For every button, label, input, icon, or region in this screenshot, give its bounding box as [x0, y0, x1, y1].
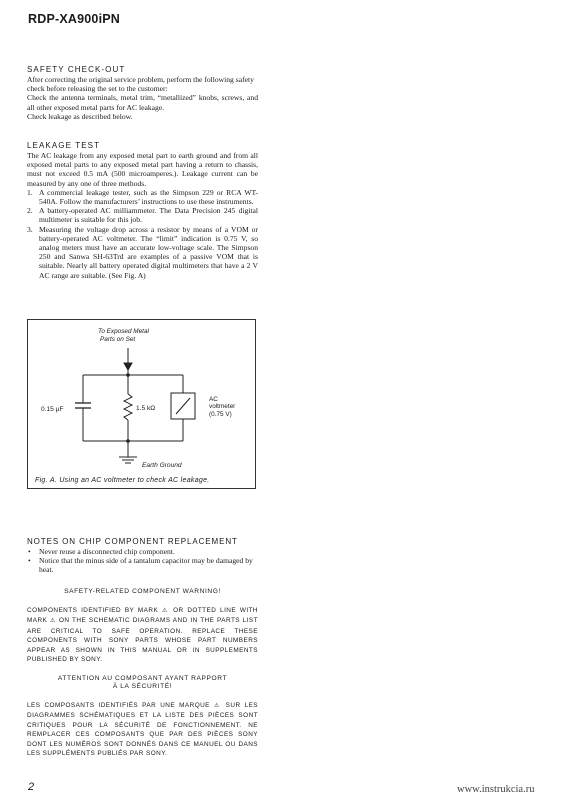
voltmeter-label: AC voltmeter (0.75 V): [209, 396, 236, 418]
figure-a: [27, 319, 256, 489]
resistor-symbol: [124, 394, 132, 420]
leakage-section: [27, 141, 258, 280]
leakage-methods-list: [27, 188, 258, 280]
leakage-text: The AC leakage from any exposed metal part to earth ground and from all exposed metal parts to any exposed metal part having a return to chassis, must not exceed 0.5 mA (500 microamperes.). Leakage current can be measured by any one of three methods.: [27, 151, 258, 188]
warning-en-text: COMPONENTS IDENTIFIED BY MARK ⚠ OR DOTTED LINE WITH MARK ⚠ ON THE SCHEMATIC DIAGRAMS AND IN THE PARTS LIST ARE CRITICAL TO SAFE OPERATION. REPLACE THESE COMPONENTS WITH SONY PARTS WHOSE PART NUMBERS APPEAR AS SHOWN IN THIS MANUAL OR IN SUPPLEMENTS PUBLISHED BY SONY.: [27, 607, 258, 664]
warning-fr-text: LES COMPOSANTS IDENTIFIÉS PAR UNE MARQUE ⚠ SUR LES DIAGRAMMES SCHÉMATIQUES ET LA LISTE DES PIÈCES SONT CRITIQUES POUR LA SÉCURITÉ DE FONCTIONNEMENT. NE REMPLACER CES COMPOSANTS QUE PAR DES PIÈCES SONY DONT LES NUMÉROS SONT DONNÉS DANS CE MANUEL OU DANS LES SUPPLÉMENTS PUBLIÉS PAR SONY.: [27, 702, 258, 758]
leakage-title: LEAKAGE TEST: [27, 141, 101, 150]
chip-notes-section: [27, 537, 258, 575]
ground-label: Earth Ground: [142, 462, 182, 469]
watermark: www.instrukcia.ru: [457, 784, 535, 795]
list-item: 3. Measuring the voltage drop across a resistor by means of a VOM or battery-operated AC voltmeter. The “limit” indication is 0.75 V, so analog meters must have an accurate low-voltage scale. The Simpson 250 and Sanwa SH-63Trd are examples of a passive VOM that is suitable. Nearly all battery operated digital multimeters that have a 2 V AC range are suitable. (See Fig. A): [27, 224, 258, 280]
warning-fr-title-2: À LA SÉCURITÉ!: [112, 683, 173, 690]
warning-fr-title-1: ATTENTION AU COMPOSANT AYANT RAPPORT: [57, 675, 228, 682]
safety-text: After correcting the original service problem, perform the following safety check before releasing the set to the customer:: [27, 75, 254, 94]
warning-en-title: SAFETY-RELATED COMPONENT WARNING!: [64, 588, 221, 595]
figure-caption: Fig. A. Using an AC voltmeter to check AC leakage.: [35, 477, 210, 484]
warning-triangle-icon: ⚠: [49, 618, 57, 625]
probe-label: To Exposed Metal Parts on Set: [98, 328, 149, 343]
safety-title: SAFETY CHECK-OUT: [27, 65, 126, 74]
safety-text-3: Check leakage as described below.: [27, 111, 133, 121]
list-item: • Notice that the minus side of a tantalum capacitor may be damaged by heat.: [28, 556, 253, 575]
model-title: RDP-XA900iPN: [28, 12, 121, 26]
safety-warning-en: [27, 588, 258, 664]
list-item: 2. A battery-operated AC milliammeter. The Data Precision 245 digital multimeter is suitable for this job.: [27, 206, 258, 225]
list-item: 1. A commercial leakage tester, such as the Simpson 229 or RCA WT-540A. Follow the manufacturers’ instructions to use these instruments.: [27, 187, 258, 207]
safety-section: [27, 65, 258, 121]
probe-arrow: [124, 363, 132, 370]
capacitor-label: 0.15 µF: [41, 406, 64, 413]
list-item: • Never reuse a disconnected chip component.: [28, 547, 175, 556]
safety-warning-fr: [27, 675, 258, 758]
warning-triangle-icon: ⚠: [213, 703, 222, 709]
resistor-label: 1.5 kΩ: [136, 405, 156, 412]
chip-notes-list: [27, 547, 258, 575]
page-number: 2: [28, 781, 35, 793]
chip-notes-title: NOTES ON CHIP COMPONENT REPLACEMENT: [27, 537, 238, 546]
safety-text-2: Check the antenna terminals, metal trim, “metallized” knobs, screws, and all other exposed metal parts for AC leakage.: [27, 93, 258, 112]
warning-triangle-icon: ⚠: [161, 608, 170, 614]
